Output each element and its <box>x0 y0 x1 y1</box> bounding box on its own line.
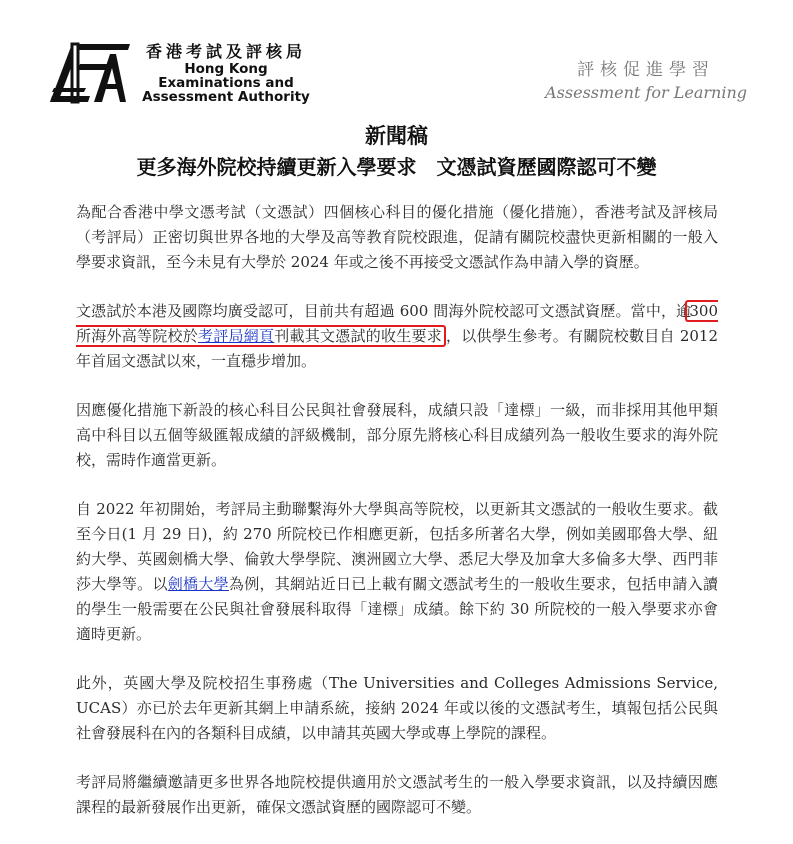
paragraph-4 <box>76 497 718 647</box>
org-name-en-line1: Hong Kong <box>184 61 268 77</box>
highlight-text-b: 刊載其文憑試的收生要求 <box>274 327 443 345</box>
article-body <box>76 200 718 844</box>
paragraph-1: 為配合香港中學文憑考試（文憑試）四個核心科目的優化措施（優化措施），香港考試及評核局（考評局）正密切與世界各地的大學及高等教育院校跟進，促請有關院校盡快更新相關的一般入學要求資訊，至今未見有大學於 2024 年或之後不再接受文憑試作為申請入學的資歷。 <box>76 203 718 271</box>
cambridge-link[interactable]: 劍橋大學 <box>167 575 229 593</box>
hkeaa-logo <box>50 40 132 106</box>
tagline <box>545 58 747 104</box>
org-name-en-line2: Examinations and <box>158 75 294 91</box>
org-name-cn: 香港考試及評核局 <box>145 42 306 61</box>
hkeaa-website-link[interactable]: 考評局網頁 <box>198 327 275 345</box>
paragraph-2-text-b: ，以供學生參考。有關院校數目自 2012 年首屆文憑試以來，一直穩步增加。 <box>76 327 718 370</box>
org-name-en-line3: Assessment Authority <box>142 89 310 105</box>
page-subtitle: 更多海外院校持續更新入學要求 文憑試資歷國際認可不變 <box>136 155 657 179</box>
paragraph-5: 此外，英國大學及院校招生事務處（The Universities and Colleges Admissions Service, UCAS）亦已於去年更新其網上申請系統，接納 2024 年或以後的文憑試考生，填報包括公民與社會發展科在內的各類科目成績，以申請其英國大學或專上學院的課程。 <box>76 674 718 742</box>
paragraph-2-text-a: 文憑試於本港及國際均廣受認可，目前共有超過 600 間海外院校認可文憑試資歷。當中，逾 <box>76 302 692 320</box>
tagline-en: Assessment for Learning <box>545 83 747 102</box>
paragraph-4-text-a: 自 2022 年初開始，考評局主動聯繫海外大學與高等院校，以更新其文憑試的一般收生要求。截至今日(1 月 29 日)，約 270 所院校已作相應更新，包括多所著名大學，例如美國耶魯大學、紐約大學、英國劍橋大學、倫敦大學學院、澳洲國立大學、悉尼大學及加拿大多倫多大學、西門菲莎大學等。以 <box>76 500 718 593</box>
paragraph-6: 考評局將繼續邀請更多世界各地院校提供適用於文憑試考生的一般入學要求資訊，以及持續因應課程的最新發展作出更新，確保文憑試資歷的國際認可不變。 <box>76 773 718 816</box>
paragraph-3: 因應優化措施下新設的核心科目公民與社會發展科，成績只設「達標」一級，而非採用其他甲類高中科目以五個等級匯報成績的評級機制，部分原先將核心科目成績列為一般收生要求的海外院校，需時作適當更新。 <box>76 401 718 469</box>
org-name <box>136 42 316 104</box>
paragraph-4-text-b: 為例，其網站近日已上載有關文憑試考生的一般收生要求，包括申請入讀的學生一般需要在公民與社會發展科取得「達標」成績。餘下約 30 所院校的一般入學要求亦會適時更新。 <box>76 575 718 643</box>
page-title: 新聞稿 <box>365 124 428 148</box>
tagline-cn: 評核促進學習 <box>577 60 716 80</box>
highlight-text-a: 300 所海外高等院校於 <box>76 302 718 345</box>
paragraph-2 <box>76 299 718 374</box>
